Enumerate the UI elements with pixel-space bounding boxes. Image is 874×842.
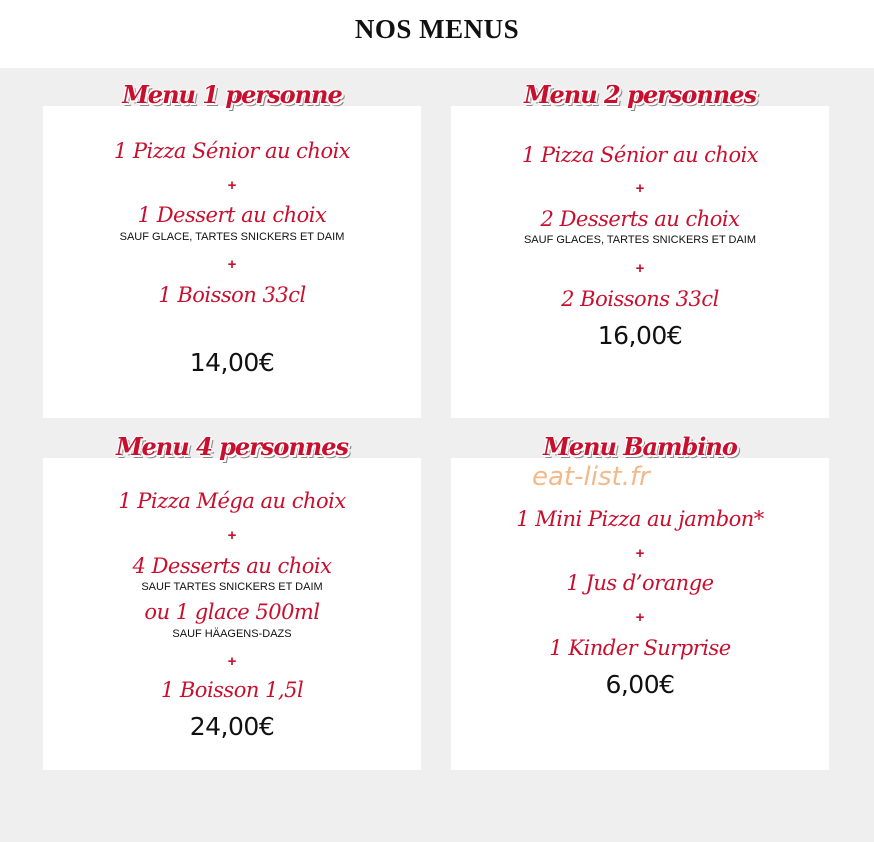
menu-card-4-personnes <box>43 432 421 770</box>
menu-item-drink: 2 Boissons 33cl <box>561 287 719 311</box>
menu-item-pizza: 1 Mini Pizza au jambon* <box>516 507 764 531</box>
menu-price: 6,00€ <box>605 670 675 699</box>
menu-title: Menu 2 personnes <box>523 80 757 109</box>
menu-item-ice-cream: ou 1 glace 500ml <box>144 600 320 624</box>
plus-sign: + <box>635 545 645 562</box>
menu-card-1-personne <box>43 80 421 418</box>
dessert-note: SAUF TARTES SNICKERS ET DAIM <box>141 581 323 593</box>
page-title: NOS MENUS <box>354 14 520 44</box>
watermark: eat-list.fr <box>532 462 650 492</box>
menu-title: Menu 1 personne <box>122 80 342 109</box>
menu-item-pizza: 1 Pizza Sénior au choix <box>521 143 759 167</box>
menu-price: 24,00€ <box>189 712 275 741</box>
plus-sign: + <box>635 180 645 197</box>
plus-sign: + <box>227 653 237 670</box>
ice-cream-note: SAUF HÄAGENS-DAZS <box>172 628 292 640</box>
dessert-note: SAUF GLACE, TARTES SNICKERS ET DAIM <box>119 231 345 243</box>
menu-item-pizza: 1 Pizza Méga au choix <box>118 489 346 513</box>
plus-sign: + <box>635 260 645 277</box>
menu-title: Menu Bambino <box>543 432 737 461</box>
menu-card-2-personnes <box>451 80 829 418</box>
menu-price: 14,00€ <box>189 348 275 377</box>
menu-item-drink: 1 Boisson 1,5l <box>160 678 304 702</box>
menu-card-bambino <box>451 432 829 770</box>
menu-item-pizza: 1 Pizza Sénior au choix <box>113 139 351 163</box>
plus-sign: + <box>227 527 237 544</box>
plus-sign: + <box>227 256 237 273</box>
menu-item-drink: 1 Jus d’orange <box>566 571 714 595</box>
dessert-note: SAUF GLACES, TARTES SNICKERS ET DAIM <box>523 234 757 246</box>
menu-item-dessert: 4 Desserts au choix <box>132 554 332 578</box>
menu-price: 16,00€ <box>597 321 683 350</box>
plus-sign: + <box>227 177 237 194</box>
menu-item-dessert: 2 Desserts au choix <box>540 207 740 231</box>
menu-item-drink: 1 Boisson 33cl <box>158 283 306 307</box>
plus-sign: + <box>635 609 645 626</box>
menu-title: Menu 4 personnes <box>115 432 349 461</box>
menu-item-kinder: 1 Kinder Surprise <box>549 636 731 660</box>
menu-item-dessert: 1 Dessert au choix <box>137 203 327 227</box>
